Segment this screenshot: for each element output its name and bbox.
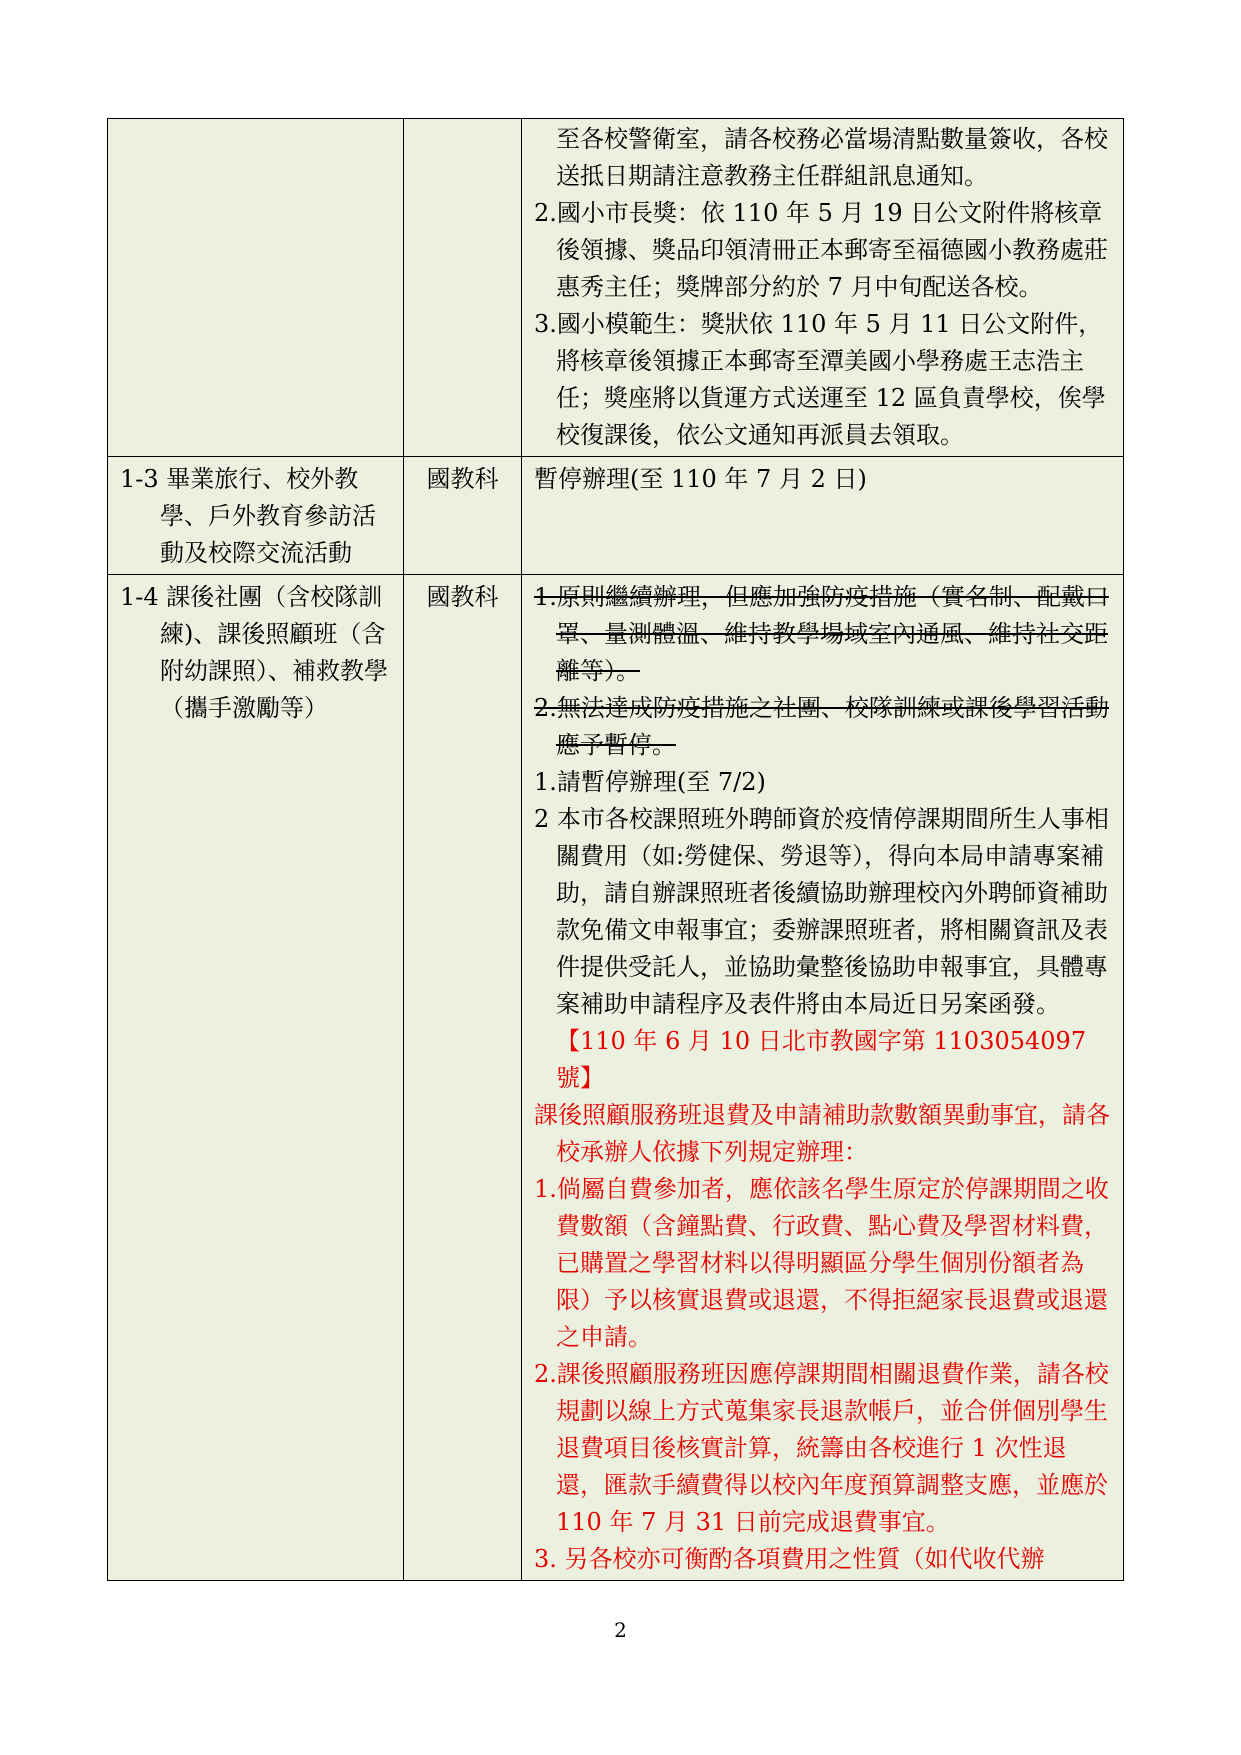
content-cell (522, 575, 1124, 1581)
content-cell (522, 457, 1124, 575)
dept-cell: 國教科 (404, 457, 522, 575)
content-cell (522, 119, 1124, 457)
item-cell (108, 575, 404, 1581)
content-item: 3.國小模範生：獎狀依 110 年 5 月 11 日公文附件，將核章後領據正本郵寄至潭美國小學務處王志浩主任；獎座將以貨運方式送運至 12 區負責學校，俟學校復課後，依公文通知再派員去領取。 (534, 310, 1106, 449)
struck-item: 2.無法達成防疫措施之社團、校隊訓練或課後學習活動應予暫停。 (534, 694, 1109, 759)
content-item: 1.請暫停辦理(至 7/2) (534, 768, 766, 796)
measures-table (107, 118, 1124, 1581)
item-label: 1-3 畢業旅行、校外教學、戶外教育參訪活動及校際交流活動 (120, 465, 376, 567)
table-row (108, 457, 1124, 575)
content-item: 2.國小市長獎：依 110 年 5 月 19 日公文附件將核章後領據、獎品印領清冊正本郵寄至福德國小教務處莊惠秀主任；獎牌部分約於 7 月中旬配送各校。 (534, 199, 1108, 301)
content-text: 暫停辦理(至 110 年 7 月 2 日) (534, 465, 867, 493)
item-cell (108, 119, 404, 457)
content-continuation: 至各校警衛室，請各校務必當場清點數量簽收，各校送抵日期請注意教務主任群組訊息通知。 (556, 125, 1108, 190)
red-header: 【110 年 6 月 10 日北市教國字第 1103054097 號】 (556, 1027, 1087, 1092)
struck-item: 1.原則繼續辦理，但應加強防疫措施（實名制、配戴口罩、量測體溫、維持教學場域室內通風、維持社交距離等）。 (534, 583, 1109, 685)
red-intro: 課後照顧服務班退費及申請補助款數額異動事宜，請各校承辦人依據下列規定辦理： (534, 1101, 1110, 1166)
item-label: 1-4 課後社團（含校隊訓練)、課後照顧班（含附幼課照）、補救教學（攜手激勵等） (120, 583, 388, 722)
dept-cell (404, 119, 522, 457)
table-row (108, 119, 1124, 457)
content-item: 2 本市各校課照班外聘師資於疫情停課期間所生人事相關費用（如:勞健保、勞退等），得向本局申請專案補助，請自辦課照班者後續協助辦理校內外聘師資補助款免備文申報事宜；委辦課照班者，將相關資訊及表件提供受託人，並協助彙整後協助申報事宜，具體專案補助申請程序及表件將由本局近日另案函發。 (534, 805, 1109, 1018)
item-cell (108, 457, 404, 575)
page-number: 2 (614, 1618, 627, 1642)
red-item: 1.倘屬自費參加者，應依該名學生原定於停課期間之收費數額（含鐘點費、行政費、點心費及學習材料費，已購置之學習材料以得明顯區分學生個別份額者為限）予以核實退費或退還，不得拒絕家長退費或退還之申請。 (534, 1175, 1109, 1351)
dept-cell: 國教科 (404, 575, 522, 1581)
red-item: 3. 另各校亦可衡酌各項費用之性質（如代收代辦 (534, 1545, 1045, 1573)
table-row (108, 575, 1124, 1581)
red-item: 2.課後照顧服務班因應停課期間相關退費作業，請各校規劃以線上方式蒐集家長退款帳戶，並合併個別學生退費項目後核實計算，統籌由各校進行 1 次性退還，匯款手續費得以校內年度預算調整支應，並應於 110 年 7 月 31 日前完成退費事宜。 (534, 1360, 1109, 1536)
